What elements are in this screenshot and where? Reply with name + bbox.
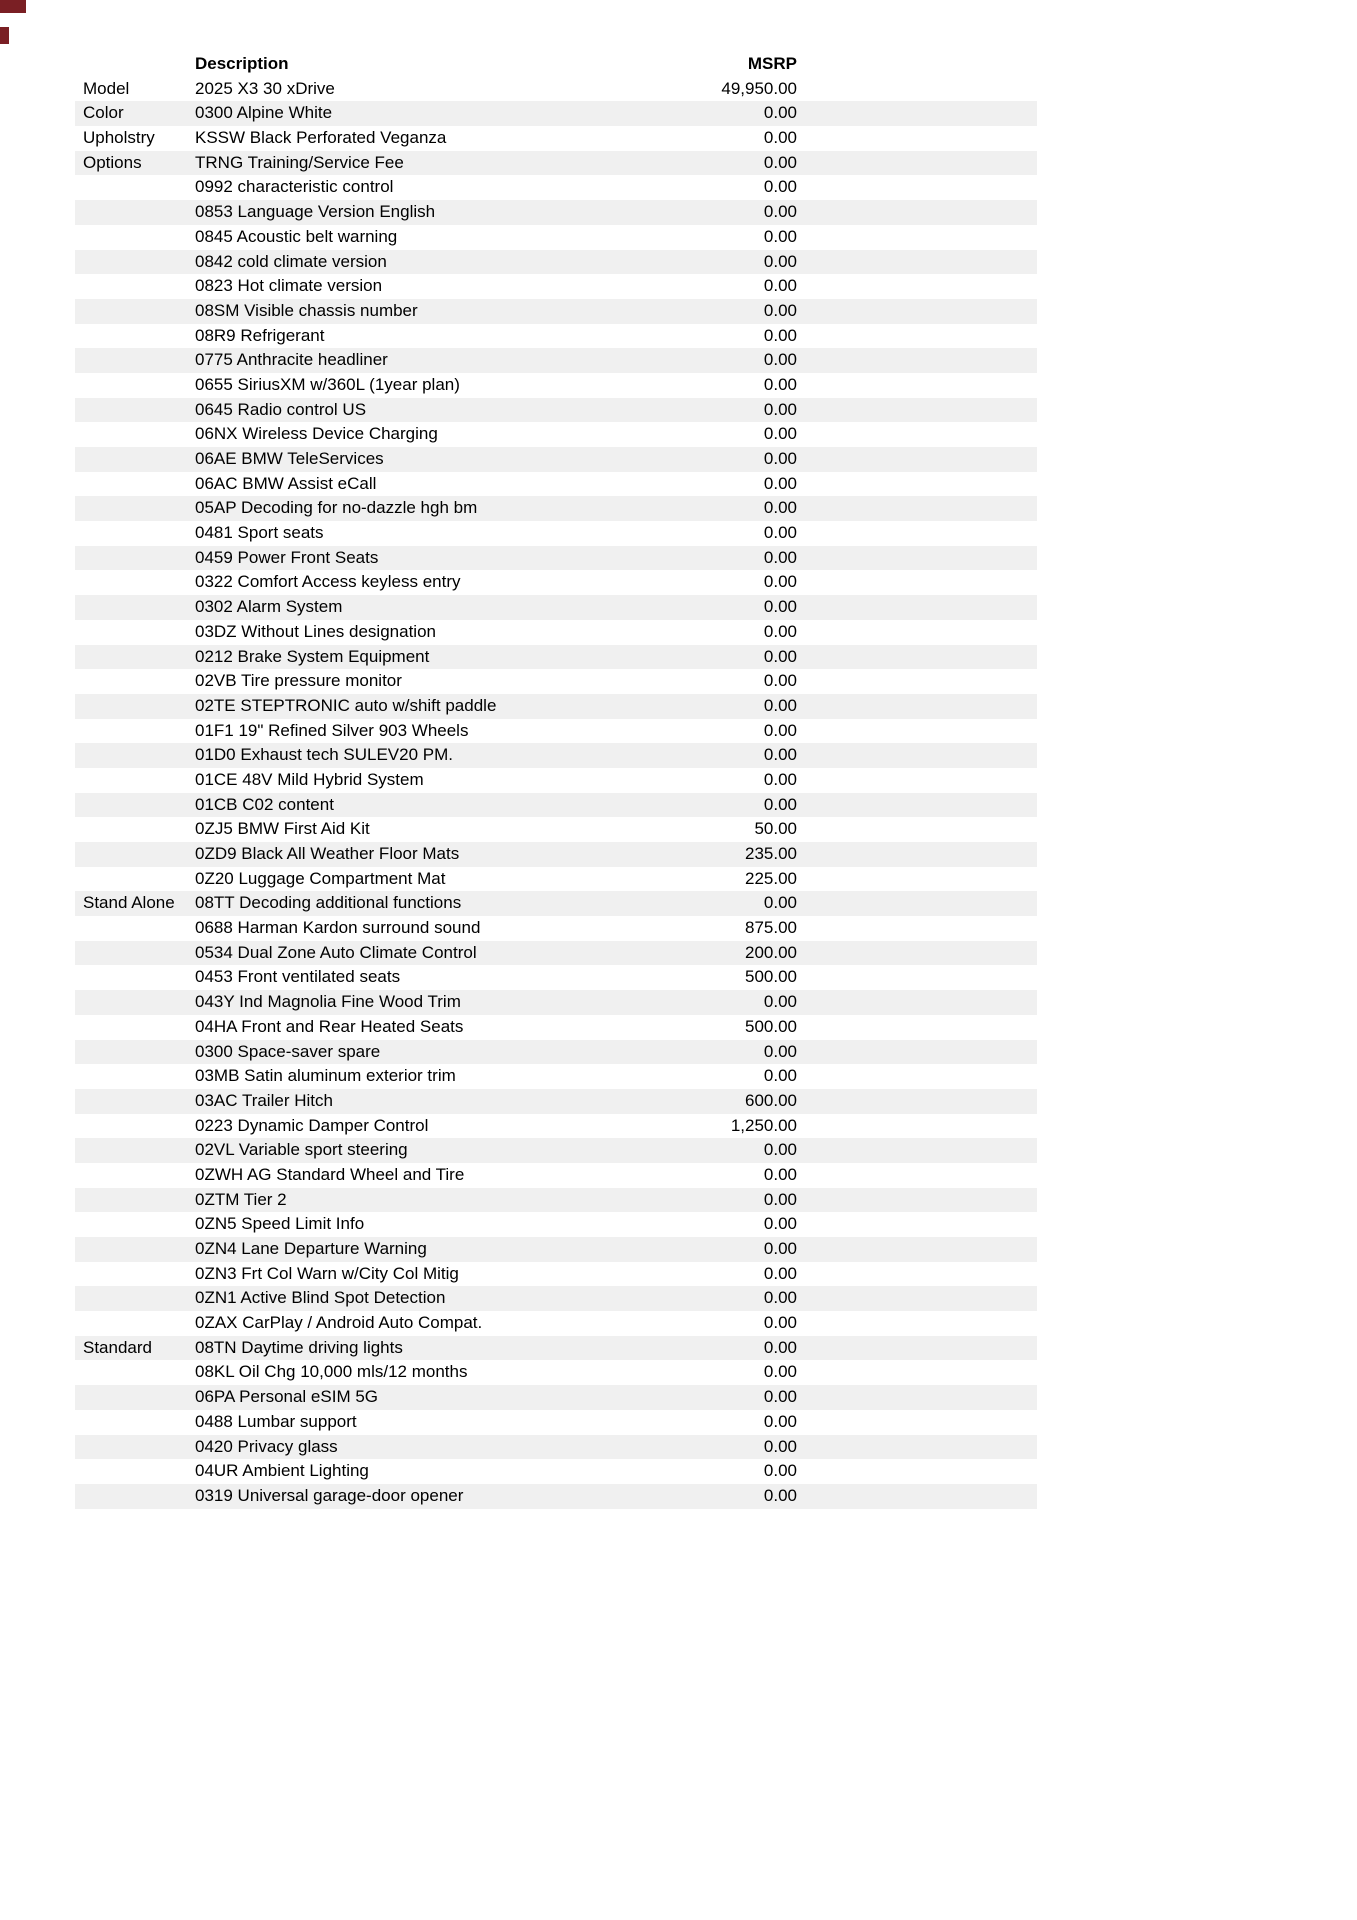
- description-cell: 043Y Ind Magnolia Fine Wood Trim: [195, 992, 461, 1012]
- msrp-cell: 200.00: [745, 942, 797, 962]
- msrp-cell: 0.00: [763, 473, 797, 493]
- table-row: [75, 1385, 1037, 1410]
- table-row: [75, 1360, 1037, 1385]
- description-cell: 08R9 Refrigerant: [195, 325, 325, 345]
- description-cell: 01D0 Exhaust tech SULEV20 PM.: [195, 745, 453, 765]
- msrp-cell: 600.00: [745, 1090, 797, 1110]
- msrp-cell: 875.00: [745, 918, 797, 938]
- category-cell: Upholstry: [83, 128, 155, 148]
- table-row: [75, 151, 1037, 176]
- table-row: [75, 1089, 1037, 1114]
- description-cell: 0420 Privacy glass: [195, 1436, 338, 1456]
- category-cell: Model: [83, 78, 130, 98]
- table-row: [75, 1286, 1037, 1311]
- msrp-cell: 1,250.00: [730, 1115, 797, 1135]
- table-row: [75, 1237, 1037, 1262]
- description-cell: 06AC BMW Assist eCall: [195, 473, 377, 493]
- msrp-cell: 0.00: [763, 1066, 797, 1086]
- description-cell: 0ZN5 Speed Limit Info: [195, 1214, 365, 1234]
- msrp-cell: 235.00: [745, 844, 797, 863]
- description-cell: 08SM Visible chassis number: [195, 300, 418, 320]
- description-cell: 0Z20 Luggage Compartment Mat: [195, 868, 446, 888]
- table-row: [75, 620, 1037, 645]
- table-row: [75, 1163, 1037, 1188]
- description-cell: 0223 Dynamic Damper Control: [195, 1115, 429, 1135]
- table-row: [75, 274, 1037, 299]
- description-cell: 01CE 48V Mild Hybrid System: [195, 769, 424, 789]
- category-cell: Color: [83, 103, 124, 123]
- options-table-body: [75, 77, 1037, 1509]
- table-row: [75, 793, 1037, 818]
- category-cell: Options: [83, 152, 142, 172]
- table-row: [75, 941, 1037, 966]
- description-cell: 0ZWH AG Standard Wheel and Tire: [195, 1164, 465, 1184]
- msrp-cell: 0.00: [763, 769, 797, 789]
- msrp-cell: 0.00: [763, 1461, 797, 1481]
- table-row: [75, 496, 1037, 521]
- msrp-cell: 0.00: [763, 276, 797, 296]
- msrp-cell: 0.00: [763, 128, 797, 148]
- table-row: [75, 1040, 1037, 1065]
- column-header-description: Description: [195, 54, 289, 73]
- table-row: [75, 719, 1037, 744]
- msrp-cell: 500.00: [745, 1016, 797, 1036]
- description-cell: 0ZAX CarPlay / Android Auto Compat.: [195, 1313, 483, 1333]
- description-cell: 0ZJ5 BMW First Aid Kit: [195, 819, 370, 839]
- description-cell: 0845 Acoustic belt warning: [195, 226, 398, 246]
- table-row: [75, 77, 1037, 102]
- table-row: [75, 250, 1037, 275]
- msrp-cell: 0.00: [763, 350, 797, 370]
- msrp-cell: 0.00: [763, 1140, 797, 1160]
- msrp-cell: 0.00: [763, 720, 797, 740]
- msrp-cell: 0.00: [763, 992, 797, 1012]
- msrp-cell: 0.00: [763, 1263, 797, 1283]
- table-row: [75, 1336, 1037, 1361]
- table-row: [75, 299, 1037, 324]
- category-cell: Standard: [83, 1337, 152, 1357]
- description-cell: 0319 Universal garage-door opener: [195, 1485, 464, 1505]
- description-cell: 08KL Oil Chg 10,000 mls/12 months: [195, 1362, 468, 1382]
- description-cell: 04HA Front and Rear Heated Seats: [195, 1016, 464, 1036]
- table-row: [75, 842, 1037, 867]
- table-row: [75, 1188, 1037, 1213]
- msrp-cell: 0.00: [763, 177, 797, 197]
- description-cell: 0645 Radio control US: [195, 399, 367, 419]
- table-row: [75, 595, 1037, 620]
- description-cell: 03MB Satin aluminum exterior trim: [195, 1066, 456, 1086]
- description-cell: 0ZN4 Lane Departure Warning: [195, 1239, 427, 1258]
- msrp-cell: 0.00: [763, 424, 797, 444]
- description-cell: 2025 X3 30 xDrive: [195, 78, 335, 98]
- description-cell: 0ZD9 Black All Weather Floor Mats: [195, 844, 460, 863]
- description-cell: 0ZN3 Frt Col Warn w/City Col Mitig: [195, 1263, 459, 1283]
- msrp-cell: 0.00: [763, 449, 797, 468]
- description-cell: 0ZN1 Active Blind Spot Detection: [195, 1288, 446, 1308]
- msrp-cell: 0.00: [763, 202, 797, 222]
- msrp-cell: 0.00: [763, 1411, 797, 1431]
- table-row: [75, 175, 1037, 200]
- description-cell: 0300 Space-saver spare: [195, 1041, 381, 1061]
- description-cell: 0ZTM Tier 2: [195, 1189, 287, 1209]
- description-cell: 0655 SiriusXM w/360L (1year plan): [195, 374, 460, 394]
- description-cell: 06NX Wireless Device Charging: [195, 424, 438, 444]
- msrp-cell: 0.00: [763, 399, 797, 419]
- table-row: [75, 645, 1037, 670]
- table-row: [75, 1459, 1037, 1484]
- msrp-cell: 0.00: [763, 325, 797, 345]
- page-corner-artifact-bottom: [0, 27, 9, 44]
- table-row: [75, 101, 1037, 126]
- description-cell: 02VL Variable sport steering: [195, 1140, 408, 1160]
- table-row: [75, 867, 1037, 892]
- table-row: [75, 1484, 1037, 1509]
- table-row: [75, 373, 1037, 398]
- table-row: [75, 447, 1037, 472]
- table-row: [75, 669, 1037, 694]
- description-cell: 0992 characteristic control: [195, 177, 394, 197]
- msrp-cell: 0.00: [763, 547, 797, 567]
- options-sheet: [75, 52, 1037, 1509]
- msrp-cell: 0.00: [763, 1387, 797, 1407]
- msrp-cell: 0.00: [763, 300, 797, 320]
- description-cell: 02TE STEPTRONIC auto w/shift paddle: [195, 695, 497, 715]
- msrp-cell: 0.00: [763, 621, 797, 641]
- table-row: [75, 1311, 1037, 1336]
- table-row: [75, 472, 1037, 497]
- table-row: [75, 1114, 1037, 1139]
- table-row: [75, 990, 1037, 1015]
- table-row: [75, 1410, 1037, 1435]
- description-cell: 0302 Alarm System: [195, 597, 343, 617]
- msrp-cell: 0.00: [763, 1239, 797, 1258]
- table-row: [75, 225, 1037, 250]
- msrp-cell: 0.00: [763, 374, 797, 394]
- description-cell: 0823 Hot climate version: [195, 276, 383, 296]
- msrp-cell: 0.00: [763, 1214, 797, 1234]
- table-row: [75, 768, 1037, 793]
- description-cell: 0322 Comfort Access keyless entry: [195, 572, 461, 592]
- page-corner-artifact-top: [0, 0, 26, 13]
- msrp-cell: 0.00: [763, 1436, 797, 1456]
- table-row: [75, 1138, 1037, 1163]
- description-cell: KSSW Black Perforated Veganza: [195, 128, 447, 148]
- table-row: [75, 1064, 1037, 1089]
- msrp-cell: 0.00: [763, 1485, 797, 1505]
- msrp-cell: 0.00: [763, 251, 797, 271]
- msrp-cell: 0.00: [763, 893, 797, 913]
- table-row: [75, 965, 1037, 990]
- msrp-cell: 0.00: [763, 572, 797, 592]
- msrp-cell: 0.00: [763, 1362, 797, 1382]
- description-cell: 04UR Ambient Lighting: [195, 1461, 369, 1481]
- table-header-row: [75, 52, 1037, 77]
- description-cell: 0853 Language Version English: [195, 202, 436, 222]
- table-row: [75, 422, 1037, 447]
- description-cell: 0459 Power Front Seats: [195, 547, 379, 567]
- msrp-cell: 0.00: [763, 1337, 797, 1357]
- description-cell: TRNG Training/Service Fee: [195, 152, 404, 172]
- description-cell: 0488 Lumbar support: [195, 1411, 357, 1431]
- table-row: [75, 570, 1037, 595]
- category-cell: Stand Alone: [83, 893, 175, 913]
- msrp-cell: 0.00: [763, 671, 797, 691]
- description-cell: 0688 Harman Kardon surround sound: [195, 918, 481, 938]
- description-cell: 05AP Decoding for no-dazzle hgh bm: [195, 498, 478, 518]
- table-row: [75, 1262, 1037, 1287]
- msrp-cell: 0.00: [763, 1164, 797, 1184]
- table-row: [75, 546, 1037, 571]
- description-cell: 03DZ Without Lines designation: [195, 621, 436, 641]
- msrp-cell: 0.00: [763, 646, 797, 666]
- description-cell: 01F1 19" Refined Silver 903 Wheels: [195, 720, 469, 740]
- description-cell: 08TT Decoding additional functions: [195, 893, 462, 913]
- msrp-cell: 500.00: [745, 967, 797, 987]
- msrp-cell: 225.00: [745, 868, 797, 888]
- msrp-cell: 0.00: [763, 1313, 797, 1333]
- table-row: [75, 891, 1037, 916]
- table-row: [75, 324, 1037, 349]
- msrp-cell: 50.00: [754, 819, 797, 839]
- table-row: [75, 1435, 1037, 1460]
- msrp-cell: 0.00: [763, 794, 797, 814]
- description-cell: 03AC Trailer Hitch: [195, 1090, 333, 1110]
- msrp-cell: 0.00: [763, 1041, 797, 1061]
- description-cell: 01CB C02 content: [195, 794, 334, 814]
- msrp-cell: 0.00: [763, 597, 797, 617]
- table-row: [75, 126, 1037, 151]
- description-cell: 02VB Tire pressure monitor: [195, 671, 402, 691]
- description-cell: 0534 Dual Zone Auto Climate Control: [195, 942, 477, 962]
- table-row: [75, 817, 1037, 842]
- description-cell: 0842 cold climate version: [195, 251, 387, 271]
- table-row: [75, 398, 1037, 423]
- table-row: [75, 694, 1037, 719]
- description-cell: 08TN Daytime driving lights: [195, 1337, 403, 1357]
- msrp-cell: 0.00: [763, 103, 797, 123]
- msrp-cell: 0.00: [763, 152, 797, 172]
- description-cell: 0300 Alpine White: [195, 103, 333, 123]
- msrp-cell: 0.00: [763, 226, 797, 246]
- table-row: [75, 916, 1037, 941]
- description-cell: 06PA Personal eSIM 5G: [195, 1387, 379, 1407]
- description-cell: 0453 Front ventilated seats: [195, 967, 401, 987]
- table-row: [75, 1212, 1037, 1237]
- table-row: [75, 348, 1037, 373]
- description-cell: 0212 Brake System Equipment: [195, 646, 430, 666]
- description-cell: 0775 Anthracite headliner: [195, 350, 388, 370]
- table-row: [75, 521, 1037, 546]
- description-cell: 06AE BMW TeleServices: [195, 449, 384, 468]
- msrp-cell: 0.00: [763, 498, 797, 518]
- description-cell: 0481 Sport seats: [195, 523, 324, 543]
- msrp-cell: 0.00: [763, 523, 797, 543]
- msrp-cell: 0.00: [763, 745, 797, 765]
- table-row: [75, 200, 1037, 225]
- msrp-cell: 0.00: [763, 1288, 797, 1308]
- column-header-msrp: MSRP: [747, 54, 797, 73]
- msrp-cell: 0.00: [763, 695, 797, 715]
- table-row: [75, 743, 1037, 768]
- msrp-cell: 49,950.00: [721, 78, 797, 98]
- msrp-cell: 0.00: [763, 1189, 797, 1209]
- table-row: [75, 1015, 1037, 1040]
